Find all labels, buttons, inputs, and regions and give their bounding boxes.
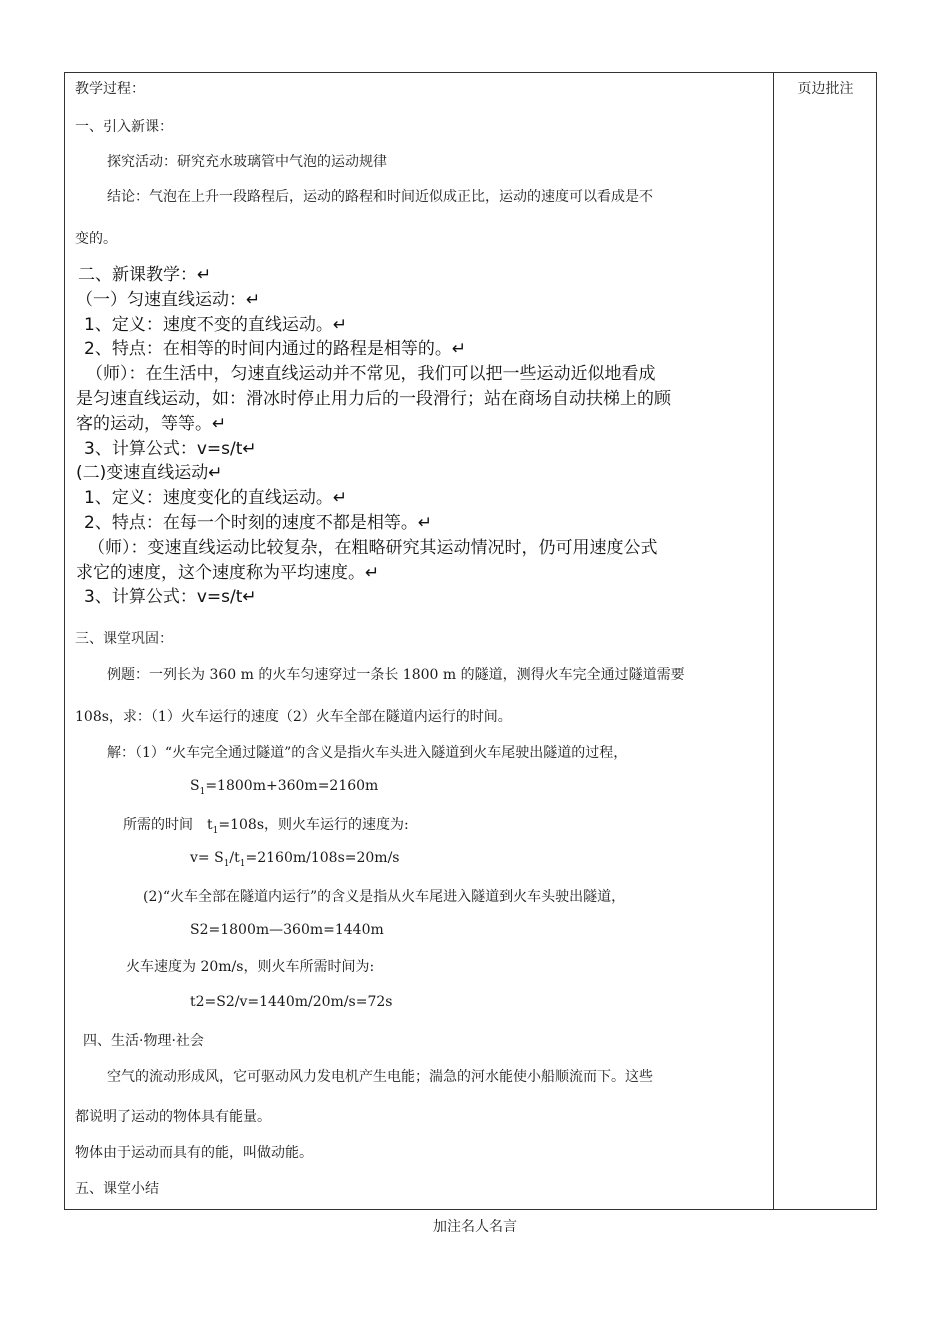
variable-feature: 2、特点：在每一个时刻的速度不都是相等。↵	[84, 513, 433, 533]
solution-line-3: 所需的时间 $t_1=108s$，则火车运行的速度为:	[123, 817, 409, 836]
uniform-formula: 3、计算公式：v=s/t↵	[84, 439, 257, 459]
conclusion-line-2: 变的。	[75, 231, 117, 247]
activity-line: 探究活动：研究充水玻璃管中气泡的运动规律	[107, 154, 387, 170]
margin-notes-heading: 页边批注	[797, 81, 854, 97]
solution-line-2: $S_1=1800m+360m=2160m$	[190, 778, 379, 797]
solution-line-6: S2=1800m—360m=1440m	[190, 922, 384, 938]
solution-line-4: $v= S_1/t_1=2160m/108s=20m/s$	[190, 850, 400, 869]
teaching-process-heading: 教学过程：	[75, 81, 145, 97]
uniform-motion-title: （一）匀速直线运动：↵	[76, 290, 261, 310]
uniform-note-2: 是匀速直线运动，如：滑冰时停止用力后的一段滑行；站在商场自动扶梯上的顾	[76, 389, 671, 409]
uniform-definition: 1、定义：速度不变的直线运动。↵	[84, 315, 348, 335]
variable-formula: 3、计算公式：v=s/t↵	[84, 587, 257, 607]
variable-note-1: （师）：变速直线运动比较复杂，在粗略研究其运动情况时，仍可用速度公式	[88, 538, 658, 558]
section-2-title: 二、新课教学：↵	[78, 265, 212, 285]
solution-line-1: 解：（1）“火车完全通过隧道”的含义是指火车头进入隧道到火车尾驶出隧道的过程，	[107, 745, 628, 761]
solution-line-7: 火车速度为 20m/s，则火车所需时间为:	[126, 959, 375, 975]
variable-note-2: 求它的速度，这个速度称为平均速度。↵	[76, 563, 380, 583]
uniform-feature: 2、特点：在相等的时间内通过的路程是相等的。↵	[84, 339, 467, 359]
solution-line-8: t2=S2/v=1440m/20m/s=72s	[190, 994, 393, 1010]
energy-paragraph-line-2: 都说明了运动的物体具有能量。	[75, 1109, 271, 1125]
uniform-note-3: 客的运动，等等。↵	[76, 414, 227, 434]
column-divider	[773, 72, 774, 1210]
kinetic-energy-definition: 物体由于运动而具有的能，叫做动能。	[75, 1145, 313, 1161]
conclusion-line-1: 结论：气泡在上升一段路程后，运动的路程和时间近似成正比，运动的速度可以看成是不	[107, 189, 653, 205]
section-4-title: 四、生活·物理·社会	[83, 1033, 204, 1049]
page-footer: 加注名人名言	[433, 1219, 517, 1235]
example-line-1: 例题：一列长为 360 m 的火车匀速穿过一条长 1800 m 的隧道，测得火车完全通过隧道需要	[107, 667, 685, 683]
energy-paragraph-line-1: 空气的流动形成风，它可驱动风力发电机产生电能；湍急的河水能使小船顺流而下。这些	[107, 1069, 653, 1085]
example-line-2: 108s，求：（1）火车运行的速度（2）火车全部在隧道内运行的时间。	[75, 709, 512, 725]
section-1-title: 一、引入新课：	[75, 119, 173, 135]
section-5-title: 五、课堂小结	[75, 1181, 159, 1197]
uniform-note-1: （师）：在生活中，匀速直线运动并不常见，我们可以把一些运动近似地看成	[86, 364, 656, 384]
variable-motion-title: (二)变速直线运动↵	[76, 463, 223, 483]
solution-line-5: (2)“火车全部在隧道内运行”的含义是指从火车尾进入隧道到火车头驶出隧道，	[143, 889, 626, 905]
section-3-title: 三、课堂巩固：	[75, 631, 173, 647]
variable-definition: 1、定义：速度变化的直线运动。↵	[84, 488, 348, 508]
